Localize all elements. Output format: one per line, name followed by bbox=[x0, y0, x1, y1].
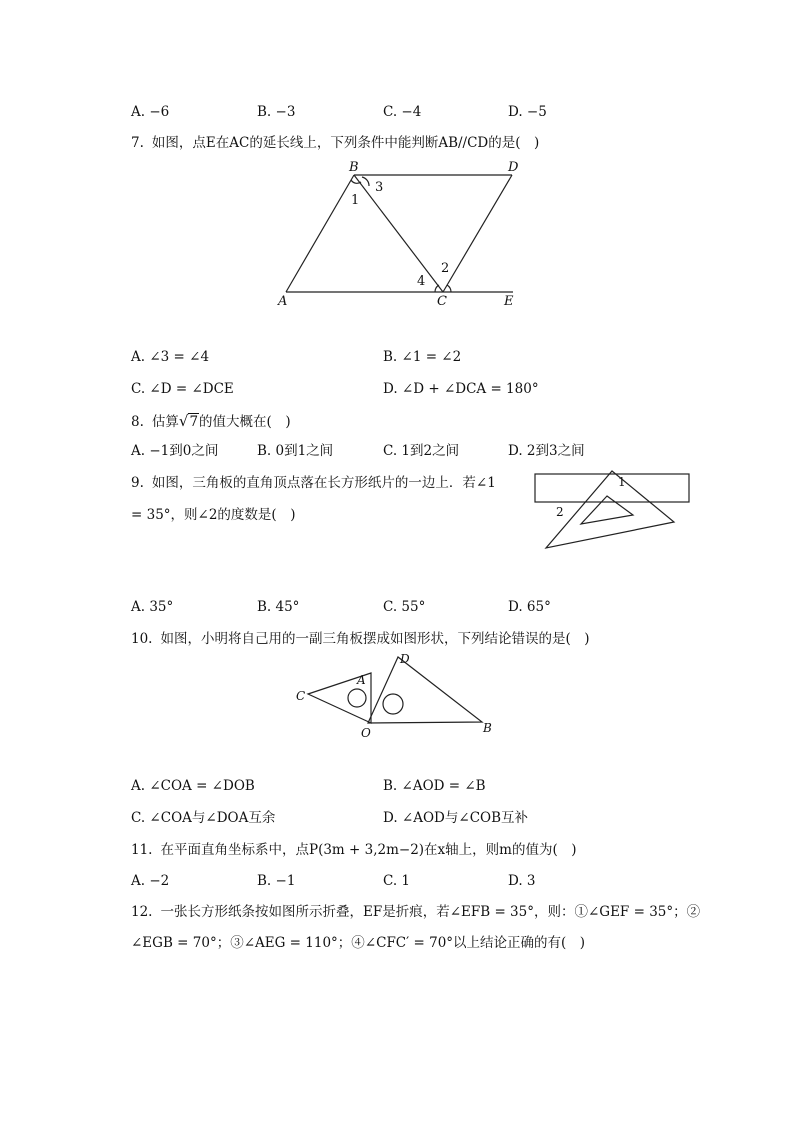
q11-option-a: A. −2 bbox=[131, 873, 170, 889]
segment-bc bbox=[354, 175, 443, 292]
q11-number: 11. bbox=[131, 842, 153, 858]
q12-text-line2: ∠EGB = 70°；③∠AEG = 110°；④∠CFC′ = 70°以上结论正确的有( ) bbox=[131, 935, 586, 951]
q7-option-a: A. ∠3 = ∠4 bbox=[131, 349, 210, 365]
q7-text: 如图，点E在AC的延长线上，下列条件中能判断AB//CD的是( ) bbox=[151, 135, 540, 151]
label-e: E bbox=[504, 294, 514, 309]
q9-option-d: D. 65° bbox=[508, 599, 551, 615]
q8-radicand: 7 bbox=[189, 414, 199, 430]
q8-number: 8. bbox=[131, 414, 144, 430]
q10-stem bbox=[131, 630, 590, 648]
q9-figure bbox=[530, 470, 695, 555]
q7-figure bbox=[270, 155, 530, 315]
q7-number: 7. bbox=[131, 135, 144, 151]
q10-option-a: A. ∠COA = ∠DOB bbox=[131, 778, 255, 794]
label-a: A bbox=[278, 294, 288, 309]
q9-text-line2: = 35°，则∠2的度数是( ) bbox=[131, 507, 296, 523]
label-angle-3: 3 bbox=[375, 180, 384, 195]
q9-number: 9. bbox=[131, 475, 144, 491]
q11-option-d: D. 3 bbox=[508, 873, 536, 889]
q11-stem bbox=[131, 841, 577, 859]
q9-option-b: B. 45° bbox=[257, 599, 300, 615]
q8-text-before: 估算 bbox=[151, 414, 179, 430]
triangle-ruler-inner bbox=[581, 496, 633, 524]
segment-dc bbox=[443, 175, 512, 292]
triangle-ruler-outer bbox=[546, 471, 674, 548]
q7-stem bbox=[131, 134, 539, 152]
q10-number: 10. bbox=[131, 631, 153, 647]
label-angle-1: 1 bbox=[351, 193, 360, 208]
q11-option-b: B. −1 bbox=[257, 873, 296, 889]
q11-option-c: C. 1 bbox=[383, 873, 411, 889]
q8-option-b: B. 0到1之间 bbox=[257, 443, 334, 459]
set-square-hole-right bbox=[383, 694, 403, 714]
q9-text-line1: 如图，三角板的直角顶点落在长方形纸片的一边上．若∠1 bbox=[151, 475, 496, 491]
label-angle-2: 2 bbox=[441, 261, 450, 276]
label-angle-4: 4 bbox=[417, 274, 426, 289]
q12-stem-line1 bbox=[131, 903, 700, 921]
sqrt-sign-icon: √ bbox=[178, 412, 189, 430]
set-square-hole-left bbox=[348, 689, 366, 707]
label-o: O bbox=[361, 726, 371, 740]
q8-option-d: D. 2到3之间 bbox=[508, 443, 585, 459]
q7-option-b: B. ∠1 = ∠2 bbox=[383, 349, 462, 365]
q6-option-a: A. −6 bbox=[131, 104, 170, 120]
paper-strip bbox=[535, 474, 689, 502]
set-square-right bbox=[368, 657, 482, 723]
q8-option-c: C. 1到2之间 bbox=[383, 443, 460, 459]
q10-option-c: C. ∠COA与∠DOA互余 bbox=[131, 810, 276, 826]
label-d: D bbox=[400, 652, 410, 666]
angle-arc-4 bbox=[435, 285, 439, 292]
q7-option-d: D. ∠D + ∠DCA = 180° bbox=[383, 381, 539, 397]
q8-stem bbox=[131, 412, 291, 431]
segment-ba bbox=[286, 175, 354, 292]
q12-text-line1: 一张长方形纸条按如图所示折叠，EF是折痕，若∠EFB = 35°，则：①∠GEF = 35°；② bbox=[160, 904, 701, 920]
q10-option-b: B. ∠AOD = ∠B bbox=[383, 778, 486, 794]
q10-option-d: D. ∠AOD与∠COB互补 bbox=[383, 810, 529, 826]
q6-option-b: B. −3 bbox=[257, 104, 296, 120]
q9-stem-line1 bbox=[131, 474, 496, 492]
label-angle-1: 1 bbox=[618, 475, 626, 489]
q6-option-d: D. −5 bbox=[508, 104, 547, 120]
q9-option-c: C. 55° bbox=[383, 599, 426, 615]
label-d: D bbox=[508, 160, 519, 175]
q7-option-c: C. ∠D = ∠DCE bbox=[131, 381, 234, 397]
label-angle-2: 2 bbox=[556, 505, 564, 519]
label-b: B bbox=[483, 721, 492, 735]
label-c: C bbox=[296, 689, 306, 703]
q10-figure bbox=[290, 650, 505, 740]
q9-option-a: A. 35° bbox=[131, 599, 174, 615]
q6-option-c: C. −4 bbox=[383, 104, 422, 120]
label-c: C bbox=[437, 294, 447, 309]
q10-text: 如图，小明将自己用的一副三角板摆成如图形状，下列结论错误的是( ) bbox=[160, 631, 590, 647]
angle-arc-3 bbox=[362, 177, 369, 186]
angle-arc-2 bbox=[447, 285, 451, 292]
label-a: A bbox=[357, 673, 366, 687]
q8-option-a: A. −1到0之间 bbox=[131, 443, 219, 459]
q11-text: 在平面直角坐标系中，点P(3m + 3,2m−2)在x轴上，则m的值为( ) bbox=[160, 842, 577, 858]
q8-text-after: 的值大概在( ) bbox=[199, 414, 291, 430]
label-b: B bbox=[349, 160, 359, 175]
q12-number: 12. bbox=[131, 904, 153, 920]
